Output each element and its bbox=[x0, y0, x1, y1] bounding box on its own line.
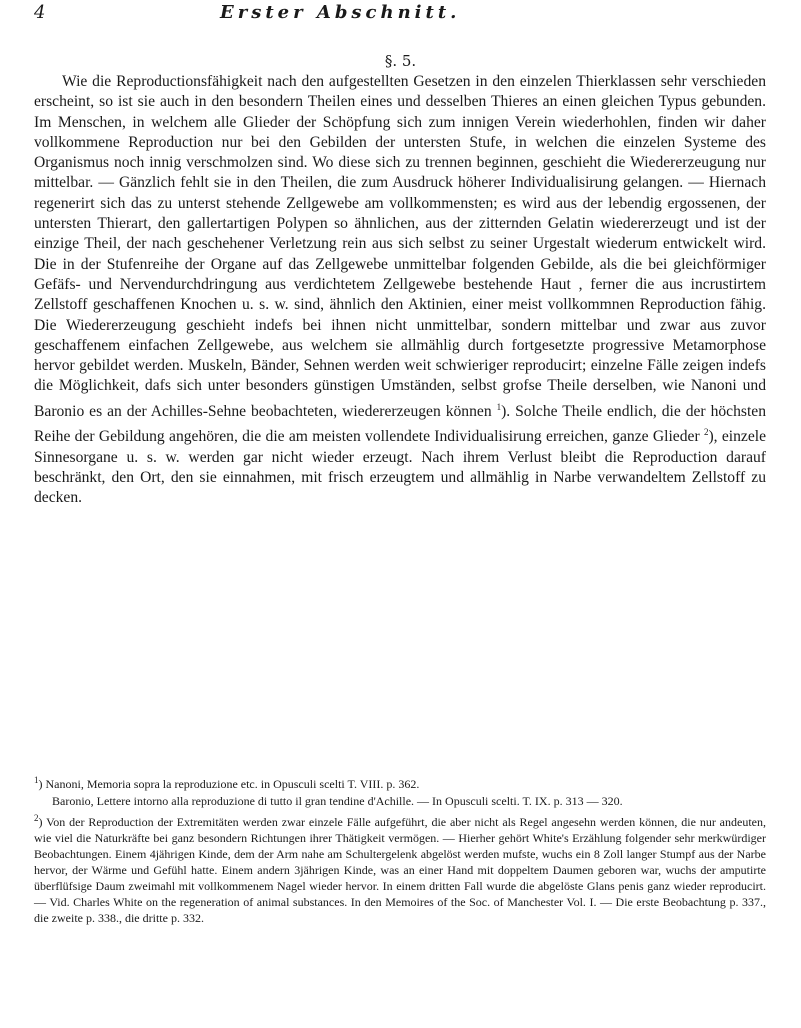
running-title: Erster Abschnitt. bbox=[220, 2, 461, 23]
main-text bbox=[34, 72, 766, 509]
body-paragraph bbox=[34, 72, 766, 509]
body-text-part-2: ). Solche Theile endlich, die der höchsten Reihe der Gebildung angehören, die die am meisten vollendete Individualisirung erreichen, ganze Glieder bbox=[34, 402, 766, 446]
footnote-ref-2[interactable]: 2 bbox=[703, 427, 709, 438]
footnote-mark-2: 2 bbox=[34, 813, 39, 823]
footnote-2-text: ) Von der Reproduction der Extremitäten werden zwar einzele Fälle aufgeführt, die aber nicht als Regel angesehn werden können, die nur andeuten, wie viel die Naturkräfte bei ganz besondern Richtungen ihrer Thätigkeit vermögen. — Hierher gehört White's Erzählung folgender sehr merkwürdiger Beobachtungen. Einem 4jährigen Kinde, dem der Arm nahe am Schultergelenk abgelöst werden mufste, wuchs ein 8 Zoll langer Stumpf aus der Narbe hervor, der Wärme und Gefühl hatte. Einem andern 3jährigen Kinde, was an einer Hand mit doppeltem Daumen geboren war, wuchs der amputirte überflüfsige Daum zweimahl mit vollkommenem Nagel wieder hervor. In einem dritten Fall wurde die abgelöste Glans penis ganz wieder reproducirt. — Vid. Charles White on the regeneration of animal substances. In den Memoires of the Soc. of Manchester Vol. I. — Die erste Beobachtung p. 337., die zweite p. 338., die dritte p. 332. bbox=[34, 815, 766, 925]
body-text-part-3: ), einzele Sinnesorgane u. s. w. werden gar nicht wieder erzeugt. Nach ihrem Verlust bleibt die Reproduction darauf beschränkt, den Ort, den sie einnahmen, mit frisch erzeugtem und allmählig in Narbe verwandeltem Zellstoff zu decken. bbox=[34, 428, 766, 507]
footnote-1-continuation: Baronio, Lettere intorno alla reproduzione di tutto il gran tendine d'Achille. — In Opusculi scelti. T. IX. p. 313 — 320. bbox=[52, 794, 623, 808]
footnotes bbox=[34, 772, 766, 927]
footnote-ref-1[interactable]: 1 bbox=[496, 401, 502, 412]
footnote-mark-1: 1 bbox=[34, 775, 39, 785]
page-number: 4 bbox=[34, 2, 46, 23]
section-heading: §. 5. bbox=[384, 52, 417, 70]
footnote-1-text: ) Nanoni, Memoria sopra la reproduzione etc. in Opusculi scelti T. VIII. p. 362. bbox=[38, 777, 420, 791]
footnote-2 bbox=[34, 810, 766, 926]
body-text-part-1: Wie die Reproductionsfähigkeit nach den aufgestellten Gesetzen in den einzelen Thierklassen sehr verschieden erscheint, so ist sie auch in den besondern Theilen eines und desselben Thieres an einen gleichen Typus gebunden. Im Menschen, in welchem alle Glieder der Schöpfung sich zum innigen Verein wiederhohlen, finden wir daher vollkommene Reproduction nur bei den Gebilden der untersten Stufe, in welchen die einzelen Systeme des Organismus noch innig verschmolzen sind. Wo diese sich zu trennen beginnen, geschieht die Wiedererzeugung nur mittelbar. — Gänzlich fehlt sie in den Theilen, die zum Ausdruck höherer Individualisirung gelangen. — Hiernach regenerirt sich das zu unterst stehende Zellgewebe am vollkommensten; es wird aus der lebendig ergossenen, der untersten Thierart, den gallertartigen Polypen so ähnlichen, aus der zitternden Gelatin wiedererzeugt und ist der einzige Theil, der nach geschehener Verletzung rein aus sich selbst zu seiner Urgestalt wiederum entwickelt wird. Die in der Stufenreihe der Organe auf das Zellgewebe unmittelbar folgenden Gebilde, als die bei gleichförmiger Gefäfs- und Nervendurchdringung aus verdichtetem Zellgewebe bestehende Haut , ferner die aus incrustirtem Zellstoff geschaffenen Knochen u. s. w. sind, ähnlich den Aktinien, einer meist vollkommnen Reproduction fähig. Die Wiedererzeugung geschieht indefs bei ihnen nicht unmittelbar, sondern mittelbar und zwar aus zuvor geschaffenem einfachen Zellgewebe, aus welchem sie allmählig durch fortgesetzte progressive Metamorphose hervor gebildet werden. Muskeln, Bänder, Sehnen werden weit schwieriger reproducirt; einzelne Fälle zeigen indefs die Möglichkeit, dafs sich unter besonders günstigen Umständen, selbst grofse Theile derselben, wie Nanoni und Baronio es an der Achilles-Sehne beobachteten, wiedererzeugen können bbox=[34, 73, 766, 420]
footnote-1 bbox=[34, 772, 766, 792]
